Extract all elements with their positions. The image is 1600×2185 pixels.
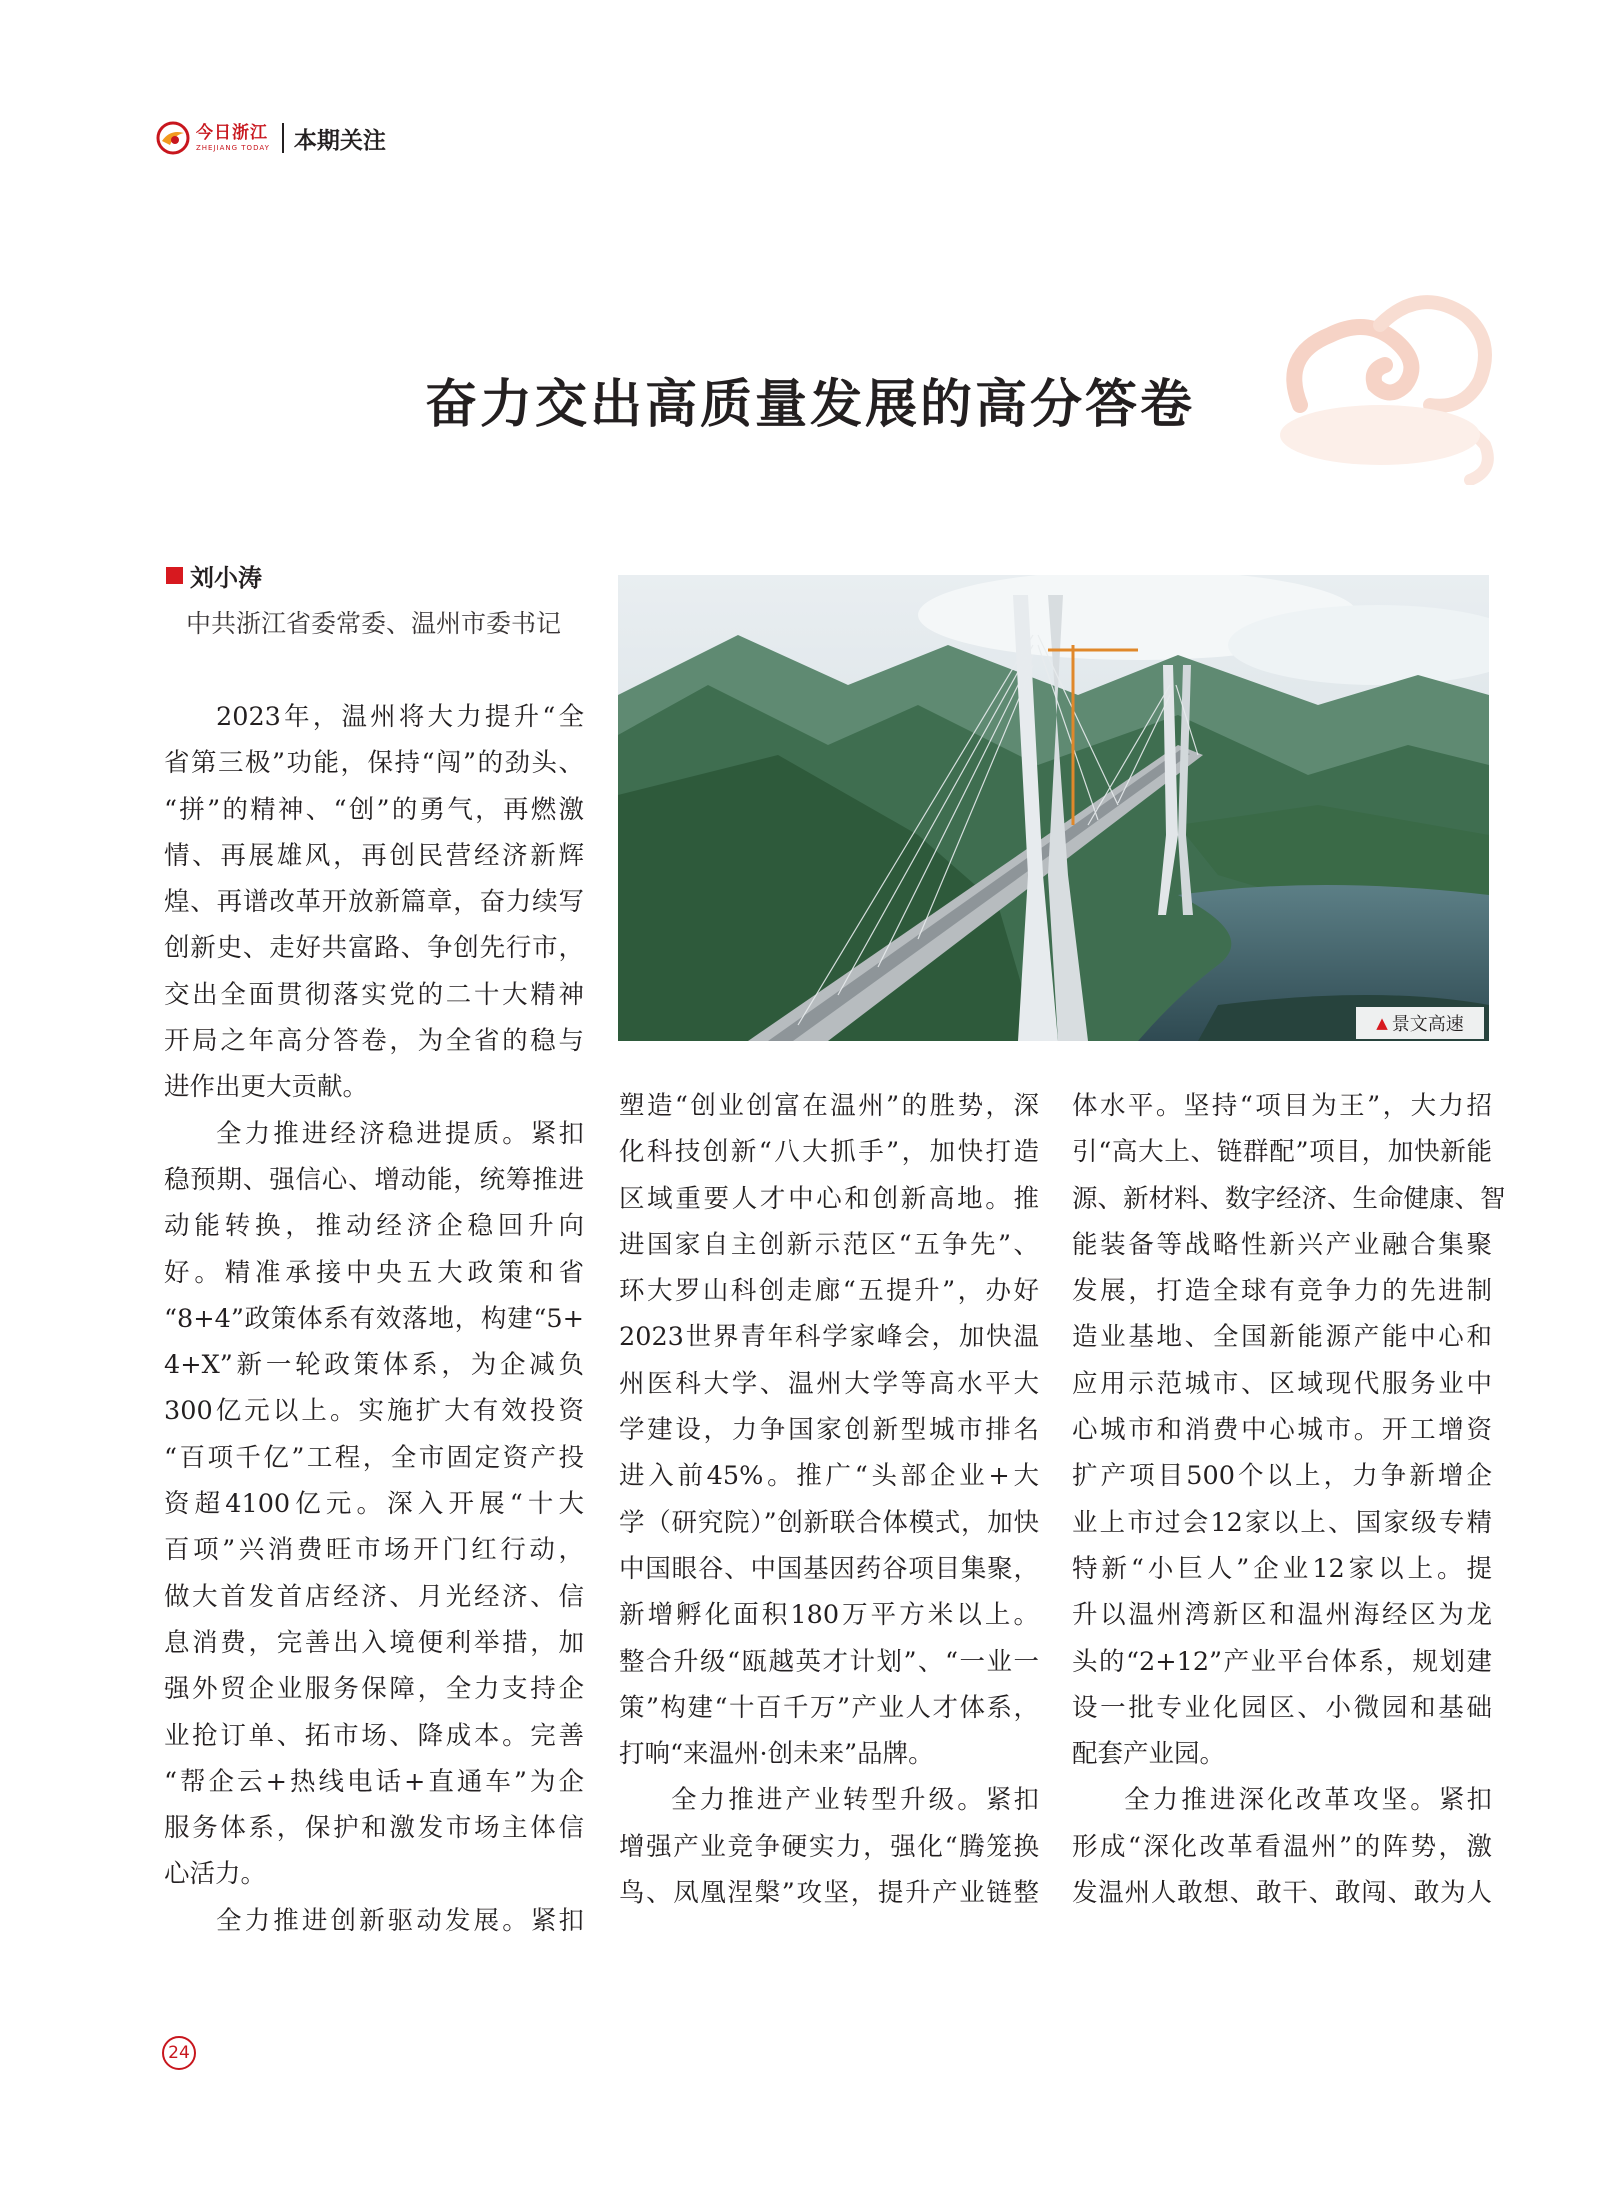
text-column-2 <box>619 1083 1039 1916</box>
logo-chinese-name: 今日浙江 <box>196 122 268 143</box>
text-line-content: 中国眼谷、中国基因药谷项目集聚， <box>619 1553 1039 1584</box>
text-line-content: “8+4”政策体系有效落地，构建“5+ <box>164 1303 584 1334</box>
magazine-logo <box>156 121 270 155</box>
text-line <box>164 879 584 925</box>
text-line-content: 做大首发首店经济、月光经济、信 <box>164 1581 584 1612</box>
text-line <box>1072 1176 1506 1222</box>
text-line-content: 进入前45%。推广“头部企业+大 <box>619 1461 1039 1492</box>
text-line <box>164 787 584 833</box>
text-line-content: 创新史、走好共富路、争创先行市， <box>164 933 584 964</box>
text-line <box>164 1713 584 1759</box>
text-line <box>1072 1314 1492 1360</box>
text-line <box>619 1453 1039 1499</box>
text-line-content: 2023世界青年科学家峰会，加快温 <box>619 1322 1039 1353</box>
paragraph-heading: 全力推进产业转型升级。 <box>671 1785 986 1816</box>
logo-swirl-icon <box>156 121 190 155</box>
text-line-content: 发展，打造全球有竞争力的先进制 <box>1072 1276 1492 1307</box>
text-line-content: 服务体系，保护和激发市场主体信 <box>164 1813 584 1844</box>
text-line <box>164 1342 584 1388</box>
text-line <box>164 1203 584 1249</box>
section-name: 本期关注 <box>293 127 386 154</box>
text-line <box>164 833 584 879</box>
page-number: 24 <box>162 2036 196 2070</box>
text-line-content: “帮企云+热线电话+直通车”为企 <box>164 1766 584 1797</box>
text-line-content: 交出全面贯彻落实党的二十大精神 <box>164 979 584 1010</box>
text-line <box>164 740 584 786</box>
text-line-content: 心活力。 <box>164 1859 267 1890</box>
text-line-content: 形成“深化改革看温州”的阵势，激 <box>1072 1831 1492 1862</box>
text-line-content: 紧扣 <box>530 1118 584 1149</box>
paragraph-heading: 全力推进经济稳进提质。 <box>216 1118 531 1149</box>
text-line-content: 环大罗山科创走廊“五提升”，办好 <box>619 1276 1039 1307</box>
text-line-content: 进作出更大贡献。 <box>164 1072 369 1103</box>
author-line <box>166 558 262 593</box>
text-line-content: 动能转换，推动经济企稳回升向 <box>164 1211 584 1242</box>
text-line <box>619 1083 1039 1129</box>
text-line <box>164 1111 584 1157</box>
text-line <box>1072 1500 1492 1546</box>
text-line <box>619 1176 1039 1222</box>
text-line <box>1072 1407 1492 1453</box>
text-line-content: 打响“来温州·创未来”品牌。 <box>619 1739 934 1770</box>
text-line <box>164 1805 584 1851</box>
text-line-content: 扩产项目500个以上，力争新增企 <box>1072 1461 1492 1492</box>
text-line-content: 造业基地、全国新能源产能中心和 <box>1072 1322 1492 1353</box>
text-line <box>619 1685 1039 1731</box>
text-line <box>619 1500 1039 1546</box>
text-line <box>619 1824 1039 1870</box>
text-line <box>619 1268 1039 1314</box>
text-line-content: 整合升级“瓯越英才计划”、“一业一 <box>619 1646 1039 1677</box>
text-line <box>164 1759 584 1805</box>
text-line-content: 源、新材料、数字经济、生命健康、智 <box>1072 1183 1506 1214</box>
text-line <box>164 1898 584 1944</box>
text-line <box>1072 1824 1492 1870</box>
caption-triangle-icon: ▲ <box>1376 1014 1388 1032</box>
text-line-content: 稳预期、强信心、增动能，统筹推进 <box>164 1164 584 1195</box>
page-header <box>156 118 386 158</box>
text-line <box>619 1314 1039 1360</box>
text-line-content: 4+X”新一轮政策体系，为企减负 <box>164 1350 584 1381</box>
text-line-content: 配套产业园。 <box>1072 1739 1226 1770</box>
bridge-photo <box>618 575 1489 1041</box>
text-line-content: 新增孵化面积180万平方米以上。 <box>619 1600 1039 1631</box>
text-line <box>164 1574 584 1620</box>
text-line-content: 发温州人敢想、敢干、敢闯、敢为人 <box>1072 1878 1492 1909</box>
text-line-content: “百项千亿”工程，全市固定资产投 <box>164 1442 584 1473</box>
text-line <box>164 1435 584 1481</box>
caption-text: 景文高速 <box>1391 1014 1464 1035</box>
text-line <box>619 1777 1039 1823</box>
text-line <box>619 1639 1039 1685</box>
text-line <box>1072 1777 1492 1823</box>
author-marker <box>166 567 183 584</box>
text-line-content: 省第三极”功能，保持“闯”的劲头、 <box>164 748 584 779</box>
text-column-3 <box>1072 1083 1506 1916</box>
text-line-content: 特新“小巨人”企业12家以上。提 <box>1072 1553 1492 1584</box>
text-line <box>164 694 584 740</box>
header-divider <box>282 123 284 153</box>
text-line-content: 好。精准承接中央五大政策和省 <box>164 1257 584 1288</box>
text-line-content: 2023年，温州将大力提升“全 <box>216 702 584 732</box>
text-line <box>619 1870 1039 1916</box>
text-line <box>164 1620 584 1666</box>
text-line-content: 学建设，力争国家创新型城市排名 <box>619 1415 1039 1446</box>
text-line <box>619 1361 1039 1407</box>
text-line <box>164 1666 584 1712</box>
text-line-content: 化科技创新“八大抓手”，加快打造 <box>619 1137 1039 1168</box>
text-line <box>1072 1685 1492 1731</box>
text-line <box>1072 1592 1492 1638</box>
photo-caption <box>1356 1007 1484 1039</box>
paragraph-heading: 全力推进深化改革攻坚。 <box>1124 1785 1439 1816</box>
author-name: 刘小涛 <box>190 564 262 592</box>
text-line <box>619 1731 1039 1777</box>
text-line-content: 紧扣 <box>985 1785 1039 1816</box>
text-line <box>1072 1129 1492 1175</box>
text-line <box>1072 1268 1492 1314</box>
text-line <box>164 1388 584 1434</box>
text-line-content: 业抢订单、拓市场、降成本。完善 <box>164 1720 584 1751</box>
text-line-content: 情、再展雄风，再创民营经济新辉 <box>164 840 584 871</box>
text-line-content: 区域重要人才中心和创新高地。推 <box>619 1183 1039 1214</box>
text-line <box>164 1296 584 1342</box>
text-line-content: 增强产业竞争硬实力，强化“腾笼换 <box>619 1831 1039 1862</box>
text-line-content: 塑造“创业创富在温州”的胜势，深 <box>619 1091 1039 1121</box>
text-line <box>164 1851 584 1897</box>
text-line-content: 鸟、凤凰涅槃”攻坚，提升产业链整 <box>619 1878 1039 1909</box>
text-line-content: 引“高大上、链群配”项目，加快新能 <box>1072 1137 1492 1168</box>
text-line-content: 百项”兴消费旺市场开门红行动， <box>164 1535 584 1566</box>
text-line <box>164 925 584 971</box>
text-line <box>619 1222 1039 1268</box>
text-line <box>1072 1546 1492 1592</box>
text-line-content: 学（研究院）”创新联合体模式，加快 <box>619 1507 1039 1538</box>
text-line-content: 强外贸企业服务保障，全力支持企 <box>164 1674 584 1705</box>
text-line <box>164 1157 584 1203</box>
author-title: 中共浙江省委常委、温州市委书记 <box>186 609 562 638</box>
text-line <box>1072 1639 1492 1685</box>
text-line <box>1072 1453 1492 1499</box>
article-title: 奋力交出高质量发展的高分答卷 <box>424 374 1195 435</box>
paragraph-heading: 全力推进创新驱动发展。 <box>216 1905 531 1936</box>
text-line-content: 300亿元以上。实施扩大有效投资 <box>164 1396 584 1427</box>
text-line <box>619 1592 1039 1638</box>
text-line <box>619 1129 1039 1175</box>
text-line <box>164 1064 584 1110</box>
text-line-content: 资超4100亿元。深入开展“十大 <box>164 1489 584 1520</box>
text-line-content: 体水平。坚持“项目为王”，大力招 <box>1072 1091 1492 1121</box>
text-column-1 <box>164 694 584 1944</box>
text-line <box>164 1527 584 1573</box>
text-line <box>1072 1361 1492 1407</box>
text-line-content: 息消费，完善出入境便利举措，加 <box>164 1627 584 1658</box>
text-line <box>619 1407 1039 1453</box>
text-line <box>164 972 584 1018</box>
text-line <box>1072 1870 1492 1916</box>
text-line-content: 煌、再谱改革开放新篇章，奋力续写 <box>164 887 584 918</box>
text-line-content: 能装备等战略性新兴产业融合集聚 <box>1072 1229 1492 1260</box>
text-line-content: 紧扣 <box>530 1905 584 1936</box>
text-line <box>164 1018 584 1064</box>
text-line-content: 开局之年高分答卷，为全省的稳与 <box>164 1026 584 1057</box>
text-line-content: 进国家自主创新示范区“五争先”、 <box>619 1229 1039 1260</box>
logo-english-name: ZHEJIANG TODAY <box>196 143 270 152</box>
text-line <box>1072 1083 1492 1129</box>
text-line-content: 升以温州湾新区和温州海经区为龙 <box>1072 1600 1492 1631</box>
text-line-content: 紧扣 <box>1438 1785 1492 1816</box>
text-line-content: “拼”的精神、“创”的勇气，再燃激 <box>164 794 584 825</box>
text-line <box>164 1481 584 1527</box>
bridge-illustration <box>618 575 1489 1041</box>
text-line-content: 州医科大学、温州大学等高水平大 <box>619 1368 1039 1399</box>
text-line-content: 头的“2+12”产业平台体系，规划建 <box>1072 1646 1492 1677</box>
text-line <box>1072 1222 1492 1268</box>
text-line <box>619 1546 1039 1592</box>
text-line <box>164 1250 584 1296</box>
text-line-content: 心城市和消费中心城市。开工增资 <box>1072 1415 1492 1446</box>
text-line-content: 策”构建“十百千万”产业人才体系， <box>619 1692 1039 1723</box>
text-line-content: 应用示范城市、区域现代服务业中 <box>1072 1368 1492 1399</box>
text-line-content: 设一批专业化园区、小微园和基础 <box>1072 1692 1492 1723</box>
text-line-content: 业上市过会12家以上、国家级专精 <box>1072 1507 1492 1538</box>
text-line <box>1072 1731 1492 1777</box>
